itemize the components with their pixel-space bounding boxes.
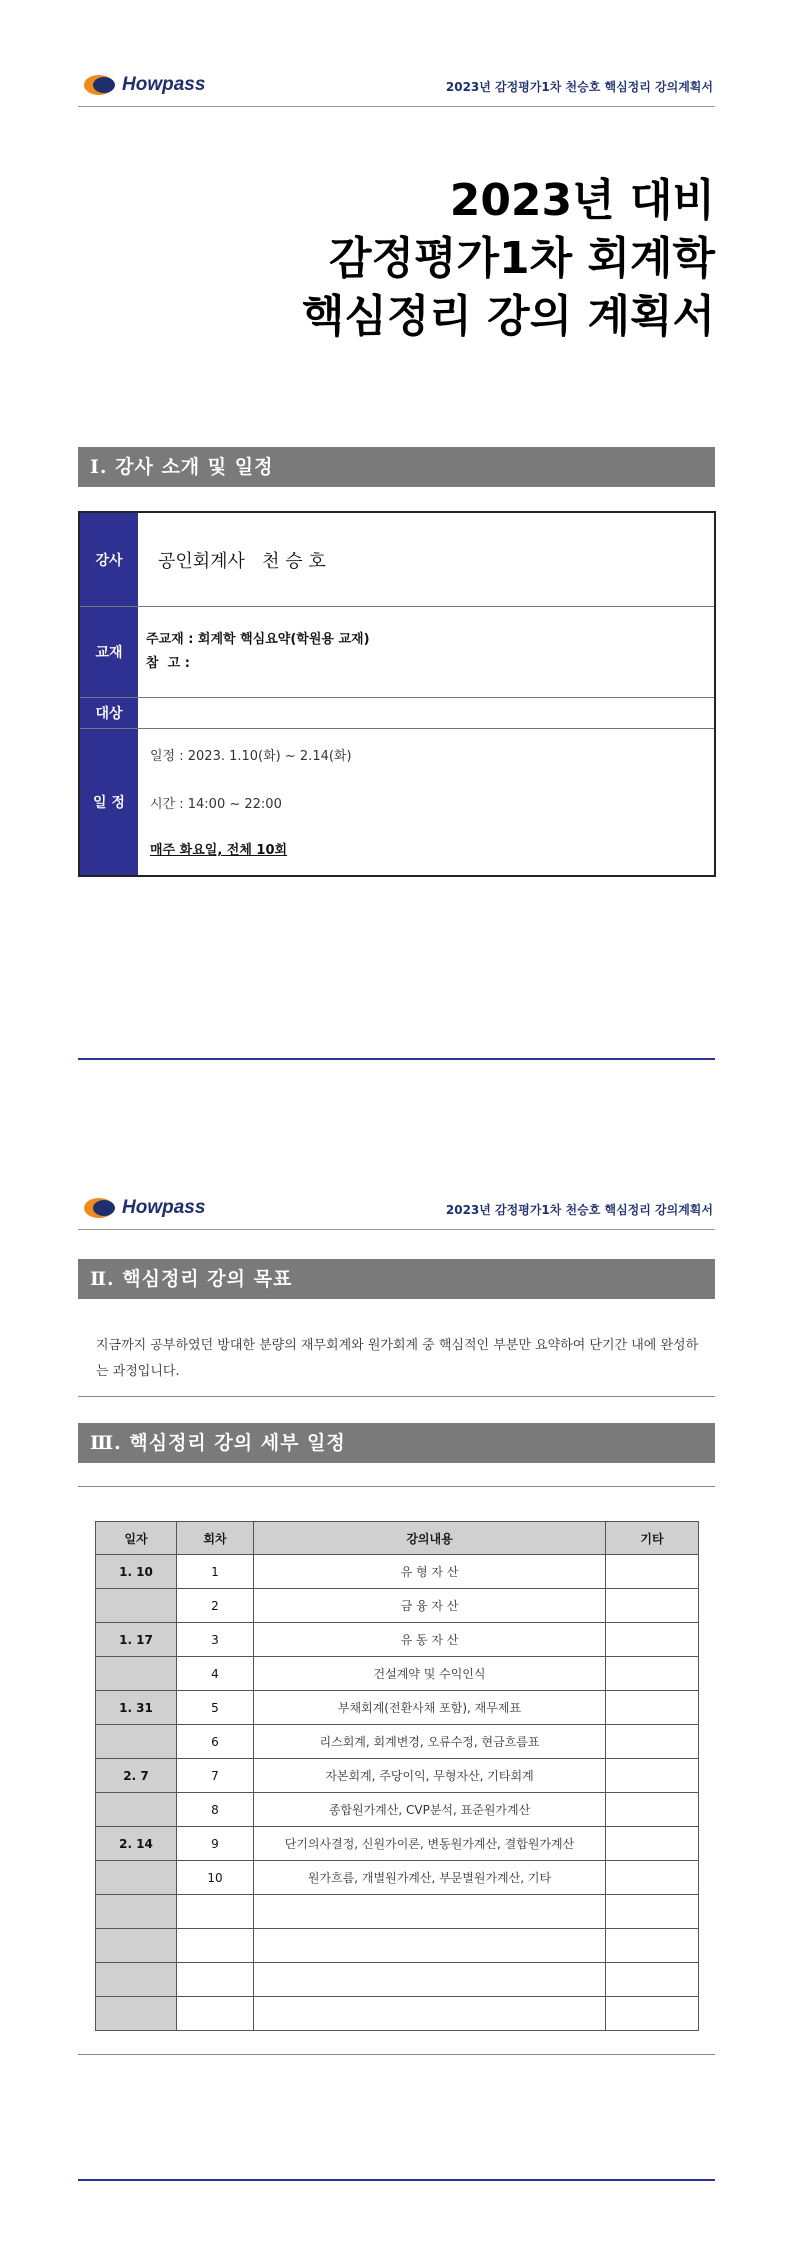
col-etc-header: 기타 [606,1522,699,1555]
etc-cell [606,1555,699,1589]
content-cell: 원가흐름, 개별원가계산, 부문별원가계산, 기타 [254,1861,606,1895]
etc-cell [606,1657,699,1691]
session-cell: 9 [177,1827,254,1861]
title-line-1: 2023년 대비 [449,175,715,226]
date-cell: 2. 7 [96,1759,177,1793]
table-row [96,1725,699,1759]
etc-cell [606,1725,699,1759]
table-row [96,1623,699,1657]
date-cell [96,1929,177,1963]
page-header-2 [78,1193,715,1230]
howpass-logo-2 [84,1195,205,1221]
session-cell [177,1997,254,2031]
session-cell: 2 [177,1589,254,1623]
date-cell: 1. 10 [96,1555,177,1589]
content-cell: 건설계약 및 수익인식 [254,1657,606,1691]
content-cell [254,1997,606,2031]
logo-mark-icon [84,1197,118,1219]
session-cell [177,1895,254,1929]
textbook-main: 주교재 : 회계학 핵심요약(학원용 교재) [146,632,370,647]
table-row [96,1657,699,1691]
schedule-time: 시간 : 14:00 ~ 22:00 [150,797,282,812]
content-cell [254,1963,606,1997]
table-row [96,1759,699,1793]
table-row [96,1997,699,2031]
table-row [96,1861,699,1895]
table-row [96,1691,699,1725]
textbook-ref: 참 고 : [146,656,190,671]
textbook-label: 교재 [80,607,138,697]
section-3-top-divider [78,1486,715,1487]
lecture-schedule-table [95,1521,699,2031]
section-2-heading: Ⅱ. 핵심정리 강의 목표 [78,1259,715,1299]
section-2-divider [78,1396,715,1397]
etc-cell [606,1997,699,2031]
session-cell: 10 [177,1861,254,1895]
content-cell: 유 형 자 산 [254,1555,606,1589]
table-row [96,1895,699,1929]
section-3-bottom-divider [78,2054,715,2055]
page-2-footer-rule [78,2179,715,2181]
content-cell: 부채회계(전환사채 포함), 재무제표 [254,1691,606,1725]
content-cell: 유 동 자 산 [254,1623,606,1657]
col-session-header: 회차 [177,1522,254,1555]
etc-cell [606,1793,699,1827]
etc-cell [606,1623,699,1657]
table-row [96,1827,699,1861]
session-cell [177,1963,254,1997]
date-cell [96,1963,177,1997]
content-cell: 단기의사결정, 신원가이론, 변동원가계산, 결합원가계산 [254,1827,606,1861]
schedule-label: 일 정 [80,729,138,875]
header-doc-title: 2023년 감정평가1차 천승호 핵심정리 강의계획서 [445,80,713,94]
table-row [96,1793,699,1827]
etc-cell [606,1759,699,1793]
content-cell: 리스회계, 회계변경, 오류수정, 현금흐름표 [254,1725,606,1759]
content-cell: 종합원가계산, CVP분석, 표준원가계산 [254,1793,606,1827]
date-cell: 1. 31 [96,1691,177,1725]
date-cell [96,1589,177,1623]
date-cell [96,1861,177,1895]
etc-cell [606,1929,699,1963]
instructor-name: 공인회계사 천 승 호 [158,550,326,572]
schedule-header-row [96,1522,699,1555]
schedule-note: 매주 화요일, 전체 10회 [150,843,288,858]
date-cell: 2. 14 [96,1827,177,1861]
etc-cell [606,1827,699,1861]
session-cell: 6 [177,1725,254,1759]
date-cell [96,1657,177,1691]
table-row [96,1555,699,1589]
logo-text: Howpass [122,74,206,95]
date-cell [96,1895,177,1929]
date-cell [96,1997,177,2031]
table-row [96,1963,699,1997]
session-cell: 4 [177,1657,254,1691]
etc-cell [606,1963,699,1997]
date-cell [96,1793,177,1827]
session-cell: 5 [177,1691,254,1725]
date-cell: 1. 17 [96,1623,177,1657]
etc-cell [606,1861,699,1895]
col-content-header: 강의내용 [254,1522,606,1555]
date-cell [96,1725,177,1759]
session-cell: 8 [177,1793,254,1827]
col-date-header: 일자 [96,1522,177,1555]
section-3-heading: Ⅲ. 핵심정리 강의 세부 일정 [78,1423,715,1463]
table-row [96,1589,699,1623]
section-2-text: 지금까지 공부하였던 방대한 분량의 재무회계와 원가회계 중 핵심적인 부분만 요약하여 단기간 내에 완성하는 과정입니다. [96,1338,699,1379]
content-cell: 자본회계, 주당이익, 무형자산, 기타회계 [254,1759,606,1793]
section-1-heading: Ⅰ. 강사 소개 및 일정 [78,447,715,487]
session-cell [177,1929,254,1963]
target-label: 대상 [80,698,138,728]
etc-cell [606,1691,699,1725]
instructor-label: 강사 [80,513,138,606]
logo-text-2: Howpass [122,1197,206,1218]
header-doc-title-2: 2023년 감정평가1차 천승호 핵심정리 강의계획서 [445,1203,713,1217]
session-cell: 3 [177,1623,254,1657]
session-cell: 1 [177,1555,254,1589]
content-cell: 금 융 자 산 [254,1589,606,1623]
title-line-2: 감정평가1차 회계학 [329,233,715,284]
schedule-dates: 일정 : 2023. 1.10(화) ~ 2.14(화) [150,749,352,764]
etc-cell [606,1589,699,1623]
etc-cell [606,1895,699,1929]
table-row [96,1929,699,1963]
schedule-body [96,1555,699,2031]
content-cell [254,1929,606,1963]
title-line-3: 핵심정리 강의 계획서 [301,291,715,342]
content-cell [254,1895,606,1929]
session-cell: 7 [177,1759,254,1793]
